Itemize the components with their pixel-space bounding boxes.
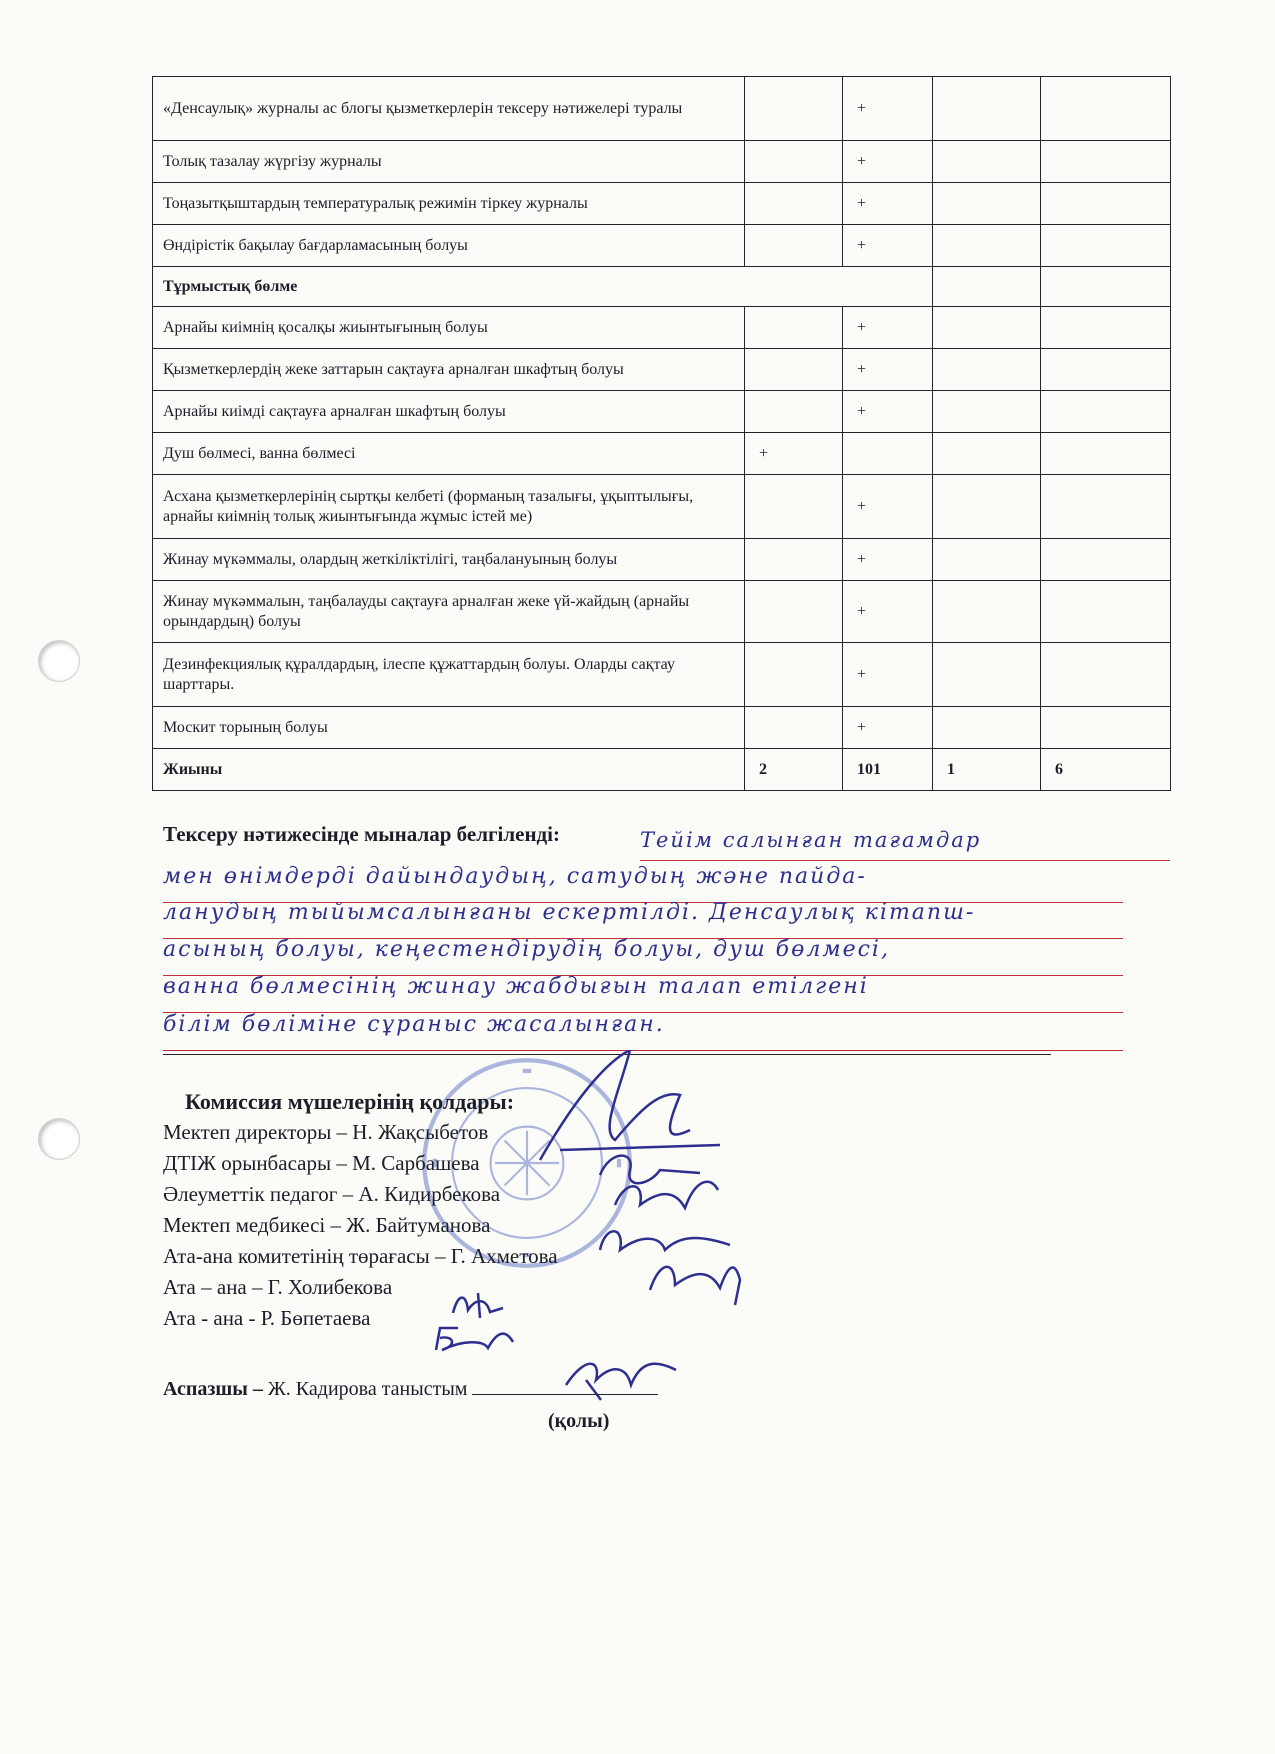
cook-acknowledgement <box>163 1374 658 1401</box>
findings-handwriting-line-3: ланудың тыйымсалынғаны ескертілді. Денсаулық кітапш- <box>163 900 1123 939</box>
total-label: Жиыны <box>153 749 745 791</box>
punch-hole-top <box>38 640 80 682</box>
findings-handwriting-line-6: білім бөліміне сұраныс жасалынған. <box>163 1012 1123 1051</box>
checklist-mark-c4 <box>1041 539 1171 581</box>
empty-cell <box>1041 267 1171 307</box>
checklist-mark-c1 <box>745 225 843 267</box>
checklist-mark-c1 <box>745 77 843 141</box>
checklist-mark-c2: + <box>843 349 933 391</box>
checklist-mark-c1 <box>745 391 843 433</box>
checklist-row <box>153 539 1171 581</box>
committee-chair-signature-icon <box>640 1250 750 1310</box>
signature-caption: (қолы) <box>548 1410 610 1432</box>
checklist-mark-c3 <box>933 581 1041 643</box>
checklist-mark-c2: + <box>843 225 933 267</box>
commission-member: Ата - ана - Р. Бөпетаева <box>163 1306 371 1330</box>
checklist-row <box>153 183 1171 225</box>
commission-title: Комиссия мүшелерінің қолдары: <box>185 1089 515 1114</box>
checklist-mark-c3 <box>933 475 1041 539</box>
checklist-mark-c4 <box>1041 141 1171 183</box>
checklist-mark-c3 <box>933 707 1041 749</box>
checklist-mark-c2: + <box>843 475 933 539</box>
checklist-item-label: Дезинфекциялық құралдардың, ілеспе құжаттардың болуы. Оларды сақтау шарттары. <box>153 643 745 707</box>
commission-member: Әлеуметтік педагог – А. Кидирбекова <box>163 1182 501 1206</box>
commission-member: Мектеп медбикесі – Ж. Байтуманова <box>163 1213 491 1237</box>
checklist-mark-c2: + <box>843 581 933 643</box>
checklist-mark-c4 <box>1041 307 1171 349</box>
findings-handwriting-line-2: мен өнімдерді дайындаудың, сатудың және пайда- <box>163 864 1123 903</box>
checklist-item-label: Жинау мүкәммалын, таңбалауды сақтауға арналған жеке үй-жайдың (арнайы орындардың) болуы <box>153 581 745 643</box>
checklist-section-row <box>153 267 1171 307</box>
checklist-row <box>153 307 1171 349</box>
findings-handwriting-line-5: ванна бөлмесінің жинау жабдығын талап етілгені <box>163 974 1123 1013</box>
checklist-mark-c1 <box>745 307 843 349</box>
checklist-mark-c1 <box>745 539 843 581</box>
checklist-mark-c1 <box>745 141 843 183</box>
checklist-item-label: Жинау мүкәммалы, олардың жеткіліктілігі, таңбалануының болуы <box>153 539 745 581</box>
checklist-item-label: Қызметкерлердің жеке заттарын сақтауға арналған шкафтың болуы <box>153 349 745 391</box>
total-value-c3: 1 <box>933 749 1041 791</box>
checklist-mark-c2: + <box>843 643 933 707</box>
checklist-row <box>153 349 1171 391</box>
cook-label: Аспазшы – <box>163 1378 263 1400</box>
checklist-mark-c3 <box>933 539 1041 581</box>
total-value-c2: 101 <box>843 749 933 791</box>
checklist-row <box>153 141 1171 183</box>
checklist-row <box>153 707 1171 749</box>
commission-member: Ата – ана – Г. Холибекова <box>163 1275 393 1299</box>
checklist-row <box>153 225 1171 267</box>
checklist-mark-c2: + <box>843 391 933 433</box>
checklist-mark-c1 <box>745 475 843 539</box>
checklist-mark-c4 <box>1041 475 1171 539</box>
cook-name: Ж. Кадирова таныстым <box>267 1378 468 1400</box>
checklist-row <box>153 581 1171 643</box>
checklist-mark-c4 <box>1041 77 1171 141</box>
checklist-row <box>153 433 1171 475</box>
checklist-mark-c1 <box>745 581 843 643</box>
checklist-mark-c1: + <box>745 433 843 475</box>
checklist-item-label: Арнайы киімнің қосалқы жиынтығының болуы <box>153 307 745 349</box>
checklist-mark-c2: + <box>843 707 933 749</box>
checklist-mark-c4 <box>1041 391 1171 433</box>
empty-cell <box>933 267 1041 307</box>
checklist-row <box>153 391 1171 433</box>
checklist-mark-c3 <box>933 391 1041 433</box>
checklist-mark-c4 <box>1041 707 1171 749</box>
checklist-mark-c2: + <box>843 77 933 141</box>
checklist-mark-c2: + <box>843 183 933 225</box>
inspection-checklist-table <box>152 76 1171 791</box>
checklist-mark-c3 <box>933 307 1041 349</box>
checklist-mark-c4 <box>1041 581 1171 643</box>
findings-handwriting-line-4: асының болуы, кеңестендірудің болуы, душ бөлмесі, <box>163 937 1123 976</box>
total-value-c1: 2 <box>745 749 843 791</box>
checklist-item-label: Толық тазалау жүргізу журналы <box>153 141 745 183</box>
checklist-mark-c2: + <box>843 307 933 349</box>
commission-member: Мектеп директоры – Н. Жақсыбетов <box>163 1120 489 1144</box>
checklist-item-label: Өндірістік бақылау бағдарламасының болуы <box>153 225 745 267</box>
checklist-mark-c3 <box>933 349 1041 391</box>
checklist-mark-c2 <box>843 433 933 475</box>
checklist-mark-c1 <box>745 183 843 225</box>
checklist-mark-c3 <box>933 141 1041 183</box>
checklist-mark-c3 <box>933 643 1041 707</box>
checklist-row <box>153 643 1171 707</box>
checklist-mark-c3 <box>933 433 1041 475</box>
commission-member: Ата-ана комитетінің төрағасы – Г. Ахметова <box>163 1244 558 1268</box>
findings-label: Тексеру нәтижесінде мыналар белгіленді: <box>163 822 561 846</box>
checklist-mark-c1 <box>745 707 843 749</box>
checklist-item-label: Арнайы киімді сақтауға арналған шкафтың болуы <box>153 391 745 433</box>
checklist-mark-c4 <box>1041 643 1171 707</box>
checklist-mark-c1 <box>745 643 843 707</box>
checklist-mark-c4 <box>1041 433 1171 475</box>
checklist-item-label: Асхана қызметкерлерінің сыртқы келбеті (форманың тазалығы, ұқыптылығы, арнайы киімнің толық жиынтығында жұмыс істей ме) <box>153 475 745 539</box>
checklist-item-label: Душ бөлмесі, ванна бөлмесі <box>153 433 745 475</box>
checklist-mark-c4 <box>1041 225 1171 267</box>
checklist-mark-c3 <box>933 77 1041 141</box>
total-value-c4: 6 <box>1041 749 1171 791</box>
checklist-mark-c4 <box>1041 349 1171 391</box>
parent-2-signature-icon <box>428 1320 518 1358</box>
findings-handwriting-line-1: Тейім салынған тағамдар <box>640 828 1170 861</box>
checklist-mark-c3 <box>933 225 1041 267</box>
checklist-total-row <box>153 749 1171 791</box>
checklist-mark-c4 <box>1041 183 1171 225</box>
section-label: Тұрмыстық бөлме <box>153 267 933 307</box>
cook-signature-line <box>472 1374 658 1395</box>
checklist-mark-c2: + <box>843 141 933 183</box>
checklist-item-label: Тоңазытқыштардың температуралық режимін тіркеу журналы <box>153 183 745 225</box>
checklist-item-label: Москит торының болуы <box>153 707 745 749</box>
checklist-mark-c1 <box>745 349 843 391</box>
checklist-mark-c3 <box>933 183 1041 225</box>
checklist-row <box>153 77 1171 141</box>
commission-member: ДТІЖ орынбасары – М. Сарбашева <box>163 1151 480 1175</box>
parent-1-signature-icon <box>448 1288 508 1323</box>
punch-hole-bottom <box>38 1118 80 1160</box>
checklist-item-label: «Денсаулық» журналы ас блогы қызметкерлерін тексеру нәтижелері туралы <box>153 77 745 141</box>
checklist-row <box>153 475 1171 539</box>
checklist-mark-c2: + <box>843 539 933 581</box>
